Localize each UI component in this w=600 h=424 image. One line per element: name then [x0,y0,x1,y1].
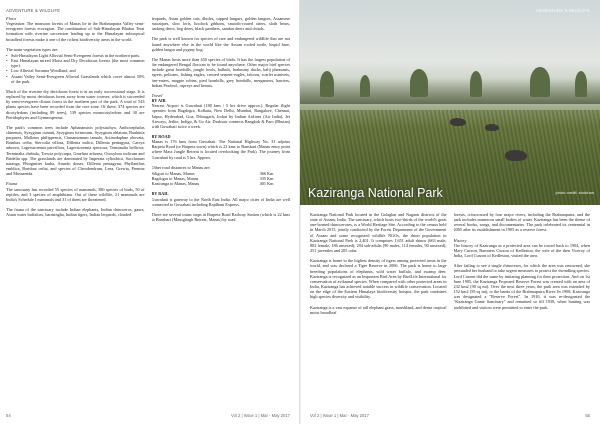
section-heading-flora: Flora [6,16,16,21]
list-item: • Sub-Himalayan Light Alluvial Semi-Evergreen forests in the northern parts. [6,53,145,58]
rhino-silhouette [485,124,499,131]
list-item: • East Himalayan mixed Moist and Dry Deciduous forests (the most common type). [6,58,145,68]
hero-photo [300,0,600,205]
right-columns [300,205,600,410]
paragraph: The park is well known for species of rare and endangered wildlife that are not found anywhere else in the world like the Assam roofed turtle, hispid hare, golden langur and pygmy hog. [151,36,290,52]
section-heading-history: History [453,237,467,243]
subheading-by-air: BY AIR [151,98,166,104]
paragraph: The fauna of the sanctuary include Indian elephants, Indian rhinoceros, gaurs, Asian water buffaloes, barasingha, Indian tigers, Indian leopards, clouded [6,207,145,218]
page-number: 54 [6,413,11,418]
paragraph: The park's common trees include Aphanamixis polystachya, Anthocephalus chinensis, Syzygium cumini, Syzygium formosum, Syzygium oblatum, Bauhinia purpurea, Mallotus philippensis, Cinnamomum tamala, Actinodaphne obovata, Bombax ceiba, Sterculia villosa, Dillenia indica, Dillenia pentagyna, Careya arborea, Lagerstroemia parviflora, Lagerstroemia speciosa, Terminalia bellirica, Terminalia chebula, Trewia polycarpa, Gmelina arborea, Oroxylum indicum and Bridelia spp. The grasslands are dominated by Imperata cylindrica, Saccharum naranga, Phragmites karka, Arundo donax, Dillenia pentagyna, Phyllanthus emblica, Bombax ceiba, and species of Clerodendrum, Leea, Grewia, Premna and Mussaenda. [6,124,145,177]
article-title: Kaziranga National Park [308,186,443,200]
treeline [300,78,600,104]
issue-label: Vol 2 | Issue 1 | Mar - May 2017 [231,413,290,418]
vegetation-list [6,53,145,84]
right-column-1 [310,212,447,410]
distance-table [152,171,291,186]
right-footer [310,413,590,418]
rhino-silhouette [450,118,466,126]
section-heading-fauna: Fauna [6,181,18,187]
paragraph: After failing to see a single rhinoceros, for which the area was renowned, she persuaded her husband to take urgent measures to protect the dwindling species. Lord Curzon did the same by initiating planning for their protection. And on 1st June 1905, the Kaziranga Proposed Reserve Forest was created with an area of 232 km2 (90 sq mi). Over the next three years, the park area was extended by 152 km2 (59 sq mi), to the banks of the Brahmaputra River. In 1908, Kaziranga was designated a "Reserve Forest". In 1916, it was re-designated the "Kaziranga Game Sanctuary" and remained so till 1938, when hunting was prohibited and visitors were permitted to enter the park. [453,263,590,310]
distance-row: Siliguri to Manas, Manas 366 Km [151,170,274,176]
left-columns [6,16,290,414]
paragraph: Much of the riverine dry deciduous forest is at an early successional stage. It is replaced by moist deciduous forest away from water courses, which is succeeded by semi-evergreen climax forest in the northern part of the park. A total of 543 plants species have been recorded from the core zone. Of these, 374 species are dicotyledons (including 89 trees), 139 species monocotyledons and 30 are Pteridophytes and Gymnosperms. [6,88,145,120]
paragraph: The Manas hosts more than 450 species of birds. It has the largest population of the endangered Bengal florican to be found anywhere. Other major bird species include great hornbills, jungle fowls, bulbuls, brahminy ducks, kalij pheasants, egrets, pelicans, fishing eagles, crested serpent-eagles, falcons, scarlet minivets, bee-eaters, magpie robins, pied hornbills, grey hornbills, mergansers, harriers, Indian Peafowl, ospreys and herons. [151,56,290,88]
paragraph: Vegetation: The monsoon forests of Manas lie in the Brahmaputra Valley semi-evergreen forests ecoregion. The combination of Sub-Himalayan Bhabar Terai formation with riverine succession leading up to the Himalayan subtropical broadleaf forests make it one of the richest biodiversity areas in the world. [6,21,145,42]
paragraph: Kaziranga National Park located in the Golaghat and Nagaon districts of the state of Assam, India. The sanctuary, which hosts two-thirds of the world's great one-horned rhinoceroses, is a World Heritage Site. According to the census held in March 2015, jointly conducted by the Forest Department of the Government of Assam and some recognized wildlife NGOs, the rhino population in Kaziranga National Park is 2,401. It comprises 1,651 adult rhinos (663 male, 802 female, 186 unsexed); 294 sub-adults (90 males, 114 females, 90 unsexed); 251 juveniles and 205 cubs. [310,212,447,254]
page-number: 55 [585,413,590,418]
left-footer [6,413,290,418]
list-item: • Assam Valley Semi-Evergreen Alluvial Grasslands which cover almost 50% of the park. [6,74,145,84]
photo-credit: photo credit: shubhan [555,190,594,195]
right-column-2 [454,212,591,410]
section-heading-travel: Travel [151,92,163,98]
subheading-by-road: BY ROAD [151,133,171,139]
distance-row: Kaziranga to Manas, Manas 401 Km [151,181,274,187]
paragraph: Manas is 176 kms from Guwahati. The National Highway No. 31 adjoins Barpeta Road (or Barpeta town) which is 22 kms to Bansbari (Manas entry point where Mass Jungle Retreat is located overlooking the Park). The journey from Guwahati by road is 5 hrs. Approx. [151,139,290,160]
paragraph: forests, crisscrossed by four major rivers, including the Brahmaputra, and the park includes numerous small bodies of water. Kaziranga has been the theme of several books, songs, and documentaries. The park celebrated its centennial in 2005 after its establishment in 1905 as a reserve forest. [453,212,590,233]
paragraph: The sanctuary has recorded 55 species of mammals, 380 species of birds, 50 of reptiles, and 3 species of amphibians. Out of these wildlife, 21 mammals are India's Schedule I mammals and 31 of them are threatened. [6,186,145,202]
left-column-2 [152,16,291,414]
running-head: ADVENTURE & WILDLIFE [6,8,61,13]
paragraph: Kaziranga is home to the highest density of tigers among protected areas in the world, and was declared a Tiger Reserve in 2006. The park is home to large breeding populations of elephants, wild water buffalo, and swamp deer. Kaziranga is recognized as an Important Bird Area by BirdLife International for conservation of avifaunal species. When compared with other protected areas in India, Kaziranga has achieved notable success in wildlife conservation. Located on the edge of the Eastern Himalaya biodiversity hotspot, the park combines high species diversity and visibility. [310,258,447,300]
issue-label: Vol 2 | Issue 1 | Mar - May 2017 [310,413,369,418]
paragraph: Kaziranga is a vast expanse of tall elephant grass, marshland, and dense tropical moist broadleaf [310,304,447,315]
paragraph: There are several trains stops at Barpeta Road Railway Station (which is 22 kms to Bansbari (Mausghagh Retreat, Manas) by road. [151,211,290,222]
running-head: ADVENTURE & WILDLIFE [535,8,590,13]
left-column-1 [6,16,145,414]
list-item: • Low Alluvial Savanna Woodland, and [6,68,145,73]
paragraph: leopards, Asian golden cats, dholes, capped langurs, golden langurs, Assamese macaques, slow loris, hoolock gibbons, smooth-coated otters, sloth bears, barking deers, hog deers, black panthers, sambar deers and chitals. [151,16,290,32]
subheading-by-rail: BY RAIL [151,191,169,197]
paragraph: Other road distances to Manas are: [151,164,211,170]
rhino-silhouette [505,150,527,161]
distance-row: Bagdogra to Manas, Manas 335 Km [151,176,274,182]
right-page [300,0,600,424]
paragraph: The history of Kaziranga as a protected area can be traced back to 1904, when Mary Curzon, Baroness Curzon of Kedleston, the wife of the then Viceroy of India, Lord Curzon of Kedleston, visited the area. [453,242,590,259]
paragraph: Guwahati is gateway to the North East India. All major cities of India are well connected to Guwahati including Rajdhani Express. [151,196,290,207]
paragraph: The main vegetation types are: [6,46,59,52]
paragraph: Nearest Airport is Guwahati (180 kms / 5 hrs drive approx.). Regular flight operates from Bagdogra, Kolkata, New Delhi, Mumbai, Bangalore, Chennai, Jaipur, Hyderabad, Goa, Dibrugarh, Jorhat by Indian Airlines (Air India), Jet Airways, Jetlite, Indigo, & Go Air. Druksair connects Bangkok & Paro (Bhutan) with Guwahati twice a week. [151,103,290,129]
